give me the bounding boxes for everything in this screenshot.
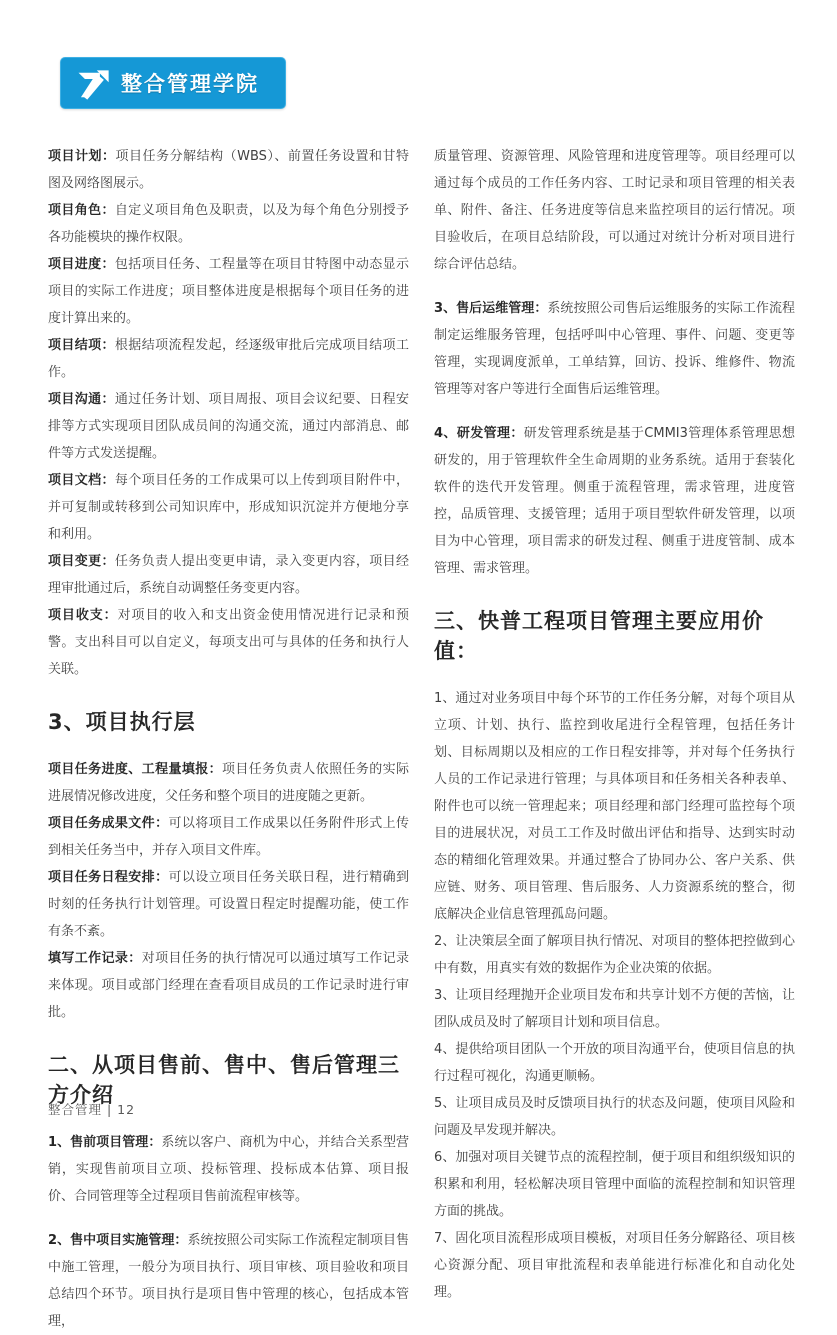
- paragraph-text: 根据结项流程发起，经逐级审批后完成项目结项工作。: [48, 338, 409, 380]
- paragraph: [48, 548, 409, 602]
- paragraph-text: 可以将项目工作成果以任务附件形式上传到相关任务当中，并存入项目文件库。: [48, 816, 409, 858]
- paragraph-text: 系统按照公司实际工作流程定制项目售中施工管理，一般分为项目执行、项目审核、项目验收和项目总结四个环节。项目执行是项目售中管理的核心，包括成本管理，: [48, 1233, 409, 1329]
- section-heading: [434, 606, 795, 666]
- paragraph-label: 项目结项：: [48, 338, 115, 353]
- paragraph: [48, 332, 409, 386]
- paragraph: [48, 756, 409, 810]
- paragraph-text: 包括项目任务、工程量等在项目甘特图中动态显示项目的实际工作进度；项目整体进度是根据每个项目任务的进度计算出来的。: [48, 257, 409, 326]
- paragraph: [48, 197, 409, 251]
- paragraph-label: 填写工作记录：: [48, 951, 142, 966]
- two-column-body: [48, 143, 795, 1335]
- paragraph: [434, 143, 795, 278]
- paragraph-text: 项目任务负责人依照任务的实际进展情况修改进度，父任务和整个项目的进度随之更新。: [48, 762, 409, 804]
- paragraph-text: 5、让项目成员及时反馈项目执行的状态及问题，使项目风险和问题及早发现并解决。: [434, 1096, 795, 1138]
- paragraph: [48, 467, 409, 548]
- paragraph: [434, 420, 795, 582]
- paragraph: [48, 864, 409, 945]
- paragraph: [48, 945, 409, 1026]
- page-footer: 整合管理 | 12: [48, 1102, 136, 1117]
- paragraph-text: 对项目任务的执行情况可以通过填写工作记录来体现。项目或部门经理在查看项目成员的工作记录时进行审批。: [48, 951, 409, 1020]
- paragraph-text: 任务负责人提出变更申请，录入变更内容，项目经理审批通过后，系统自动调整任务变更内容。: [48, 554, 409, 596]
- paragraph-text: 自定义项目角色及职责，以及为每个角色分别授予各功能模块的操作权限。: [48, 203, 409, 245]
- paragraph-text: 6、加强对项目关键节点的流程控制，便于项目和组织级知识的积累和利用，轻松解决项目管理中面临的流程控制和知识管理方面的挑战。: [434, 1150, 795, 1219]
- paragraph-text: 研发管理系统是基于CMMI3管理体系管理思想研发的，用于管理软件全生命周期的业务系统。适用于套装化软件的迭代开发管理。侧重于流程管理，需求管理，进度管控，品质管理、支援管理；适用于项目型软件研发管理，以项目为中心管理，项目需求的研发过程、侧重于进度管制、成本管理、需求管理。: [434, 426, 796, 576]
- paragraph-label: 项目任务进度、工程量填报：: [48, 762, 222, 777]
- section-heading: [48, 707, 409, 737]
- paragraph-label: 2、售中项目实施管理：: [48, 1233, 188, 1248]
- left-column: [48, 143, 409, 1335]
- paragraph: [48, 810, 409, 864]
- paragraph: [48, 143, 409, 197]
- paragraph: [48, 386, 409, 467]
- paragraph: [434, 1090, 795, 1144]
- paragraph-text: 每个项目任务的工作成果可以上传到项目附件中，并可复制或转移到公司知识库中，形成知识沉淀并方便地分享和利用。: [48, 473, 409, 542]
- paragraph: [434, 1225, 795, 1306]
- paragraph-text: 7、固化项目流程形成项目模板，对项目任务分解路径、项目核心资源分配、项目审批流程和表单能进行标准化和自动化处理。: [434, 1231, 795, 1300]
- paragraph-text: 系统按照公司售后运维服务的实际工作流程制定运维服务管理，包括呼叫中心管理、事件、问题、变更等管理，实现调度派单，工单结算，回访、投诉、维修件、物流管理等对客户等进行全面售后运维管理。: [434, 301, 795, 397]
- paragraph-text: 3、让项目经理抛开企业项目发布和共享计划不方便的苦恼，让团队成员及时了解项目计划和项目信息。: [434, 988, 795, 1030]
- paragraph-text: 对项目的收入和支出资金使用情况进行记录和预警。支出科目可以自定义，每项支出可与具体的任务和执行人关联。: [48, 608, 409, 677]
- paragraph-label: 项目计划：: [48, 149, 116, 164]
- paragraph-text: 项目任务分解结构（WBS）、前置任务设置和甘特图及网络图展示。: [48, 149, 409, 191]
- paragraph-text: 质量管理、资源管理、风险管理和进度管理等。项目经理可以通过每个成员的工作任务内容、工时记录和项目管理的相关表单、附件、备注、任务进度等信息来监控项目的运行情况。项目验收后，在项目总结阶段，可以通过对统计分析对项目进行综合评估总结。: [434, 149, 795, 272]
- paragraph-label: 项目角色：: [48, 203, 115, 218]
- brand-text: 整合管理学院: [121, 72, 259, 96]
- paragraph: [48, 1129, 409, 1210]
- heading-text: 二、从项目售前、售中、售后管理三方介绍: [48, 1053, 400, 1107]
- paragraph-label: 4、研发管理：: [434, 426, 524, 441]
- paragraph-text: 系统以客户、商机为中心，并结合关系型营销，实现售前项目立项、投标管理、投标成本估算、项目报价、合同管理等全过程项目售前流程审核等。: [48, 1135, 409, 1204]
- paragraph-text: 1、通过对业务项目中每个环节的工作任务分解，对每个项目从立项、计划、执行、监控到收尾进行全程管理，包括任务计划、目标周期以及相应的工作日程安排等，并对每个任务执行人员的工作记录进行管理；与具体项目和任务相关各种表单、附件也可以统一管理起来；项目经理和部门经理可监控每个项目的进展状况，对员工工作及时做出评估和指导、达到实时动态的精细化管理效果。并通过整合了协同办公、客户关系、供应链、财务、项目管理、售后服务、人力资源系统的整合，彻底解决企业信息管理孤岛问题。: [434, 691, 795, 922]
- paragraph-label: 项目变更：: [48, 554, 115, 569]
- right-column: [434, 143, 795, 1335]
- paragraph-label: 项目文档：: [48, 473, 115, 488]
- paragraph: [48, 251, 409, 332]
- arrow-up-right-icon: [73, 64, 111, 102]
- paragraph-label: 项目沟通：: [48, 392, 115, 407]
- heading-text: 3、项目执行层: [48, 710, 196, 734]
- paragraph: [434, 295, 795, 403]
- paragraph: [434, 928, 795, 982]
- paragraph: [434, 982, 795, 1036]
- paragraph-label: 项目收支：: [48, 608, 118, 623]
- paragraph-label: 1、售前项目管理：: [48, 1135, 162, 1150]
- paragraph: [434, 1036, 795, 1090]
- paragraph-label: 项目进度：: [48, 257, 115, 272]
- paragraph-text: 可以设立项目任务关联日程，进行精确到时刻的任务执行计划管理。可设置日程定时提醒功能，使工作有条不紊。: [48, 870, 409, 939]
- heading-text: 三、快普工程项目管理主要应用价值：: [434, 609, 764, 663]
- paragraph: [48, 602, 409, 683]
- paragraph-text: 4、提供给项目团队一个开放的项目沟通平台，使项目信息的执行过程可视化，沟通更顺畅。: [434, 1042, 795, 1084]
- paragraph-label: 项目任务日程安排：: [48, 870, 169, 885]
- paragraph: [434, 1144, 795, 1225]
- paragraph-label: 项目任务成果文件：: [48, 816, 169, 831]
- paragraph-label: 3、售后运维管理：: [434, 301, 548, 316]
- paragraph: [48, 1227, 409, 1335]
- paragraph-text: 通过任务计划、项目周报、项目会议纪要、日程安排等方式实现项目团队成员间的沟通交流，通过内部消息、邮件等方式发送提醒。: [48, 392, 409, 461]
- brand-logo: [60, 57, 286, 109]
- paragraph: [434, 685, 795, 928]
- paragraph-text: 2、让决策层全面了解项目执行情况、对项目的整体把控做到心中有数，用真实有效的数据作为企业决策的依据。: [434, 934, 795, 976]
